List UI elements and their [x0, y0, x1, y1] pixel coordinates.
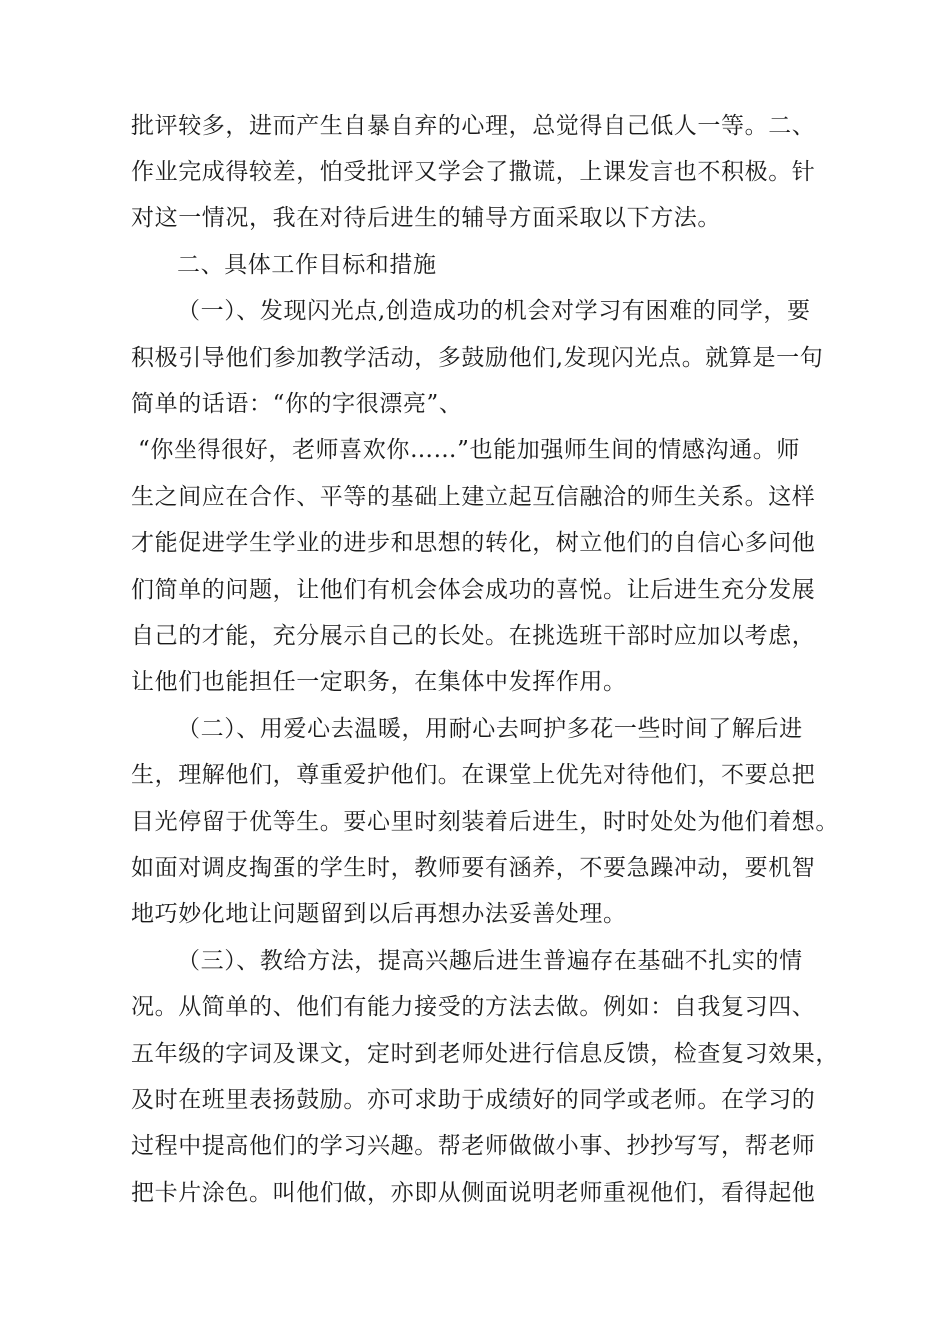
- body-text-line: （三）、教给方法，提高兴趣后进生普遍存在基础不扎实的情: [177, 948, 803, 974]
- body-text-line: 生，理解他们，尊重爱护他们。在课堂上优先对待他们，不要总把: [131, 762, 816, 788]
- body-text-line: 对这一情况，我在对待后进生的辅导方面采取以下方法。: [131, 205, 721, 231]
- body-text-line: 们简单的问题，让他们有机会体会成功的喜悦。让后进生充分发展: [131, 577, 816, 603]
- body-text-line: 简单的话语：“你的字很漂亮”、: [131, 391, 463, 417]
- body-text-line: 积极引导他们参加教学活动，多鼓励他们,发现闪光点。就算是一句: [131, 345, 824, 371]
- body-text-line: 把卡片涂色。叫他们做，亦即从侧面说明老师重视他们，看得起他: [131, 1180, 816, 1206]
- body-text-line: 目光停留于优等生。要心里时刻装着后进生，时时处处为他们着想。: [131, 809, 839, 835]
- body-text-line: 批评较多，进而产生自暴自弃的心理，总觉得自己低人一等。二、: [131, 113, 816, 139]
- body-text-line: 自己的才能，充分展示自己的长处。在挑选班干部时应加以考虑，: [131, 623, 816, 649]
- body-text-line: 况。从简单的、他们有能力接受的方法去做。例如：自我复习四、: [131, 994, 816, 1020]
- body-text-line: 及时在班里表扬鼓励。亦可求助于成绩好的同学或老师。在学习的: [131, 1087, 816, 1113]
- body-text-line: 才能促进学生学业的进步和思想的转化，树立他们的自信心多问他: [131, 530, 816, 556]
- body-text-line: 作业完成得较差，怕受批评又学会了撒谎，上课发言也不积极。针: [131, 159, 816, 185]
- body-text-line: 五年级的字词及课文，定时到老师处进行信息反馈，检查复习效果，: [131, 1041, 839, 1067]
- body-text-line: 地巧妙化地让问题留到以后再想办法妥善处理。: [131, 901, 627, 927]
- body-text-line: （一）、发现闪光点,创造成功的机会对学习有困难的同学，要: [177, 298, 811, 324]
- body-text-line: 如面对调皮掏蛋的学生时，教师要有涵养，不要急躁冲动，要机智: [131, 855, 816, 881]
- section-heading: 二、具体工作目标和措施: [177, 252, 437, 278]
- body-text-line: 生之间应在合作、平等的基础上建立起互信融洽的师生关系。这样: [131, 484, 816, 510]
- body-text-line: 让他们也能担任一定职务，在集体中发挥作用。: [131, 669, 627, 695]
- body-text-line: （二）、用爱心去温暖，用耐心去呵护多花一些时间了解后进: [177, 716, 803, 742]
- body-text-line: “你坐得很好，老师喜欢你……”也能加强师生间的情感沟通。师: [138, 437, 800, 463]
- body-text-line: 过程中提高他们的学习兴趣。帮老师做做小事、抄抄写写，帮老师: [131, 1133, 816, 1159]
